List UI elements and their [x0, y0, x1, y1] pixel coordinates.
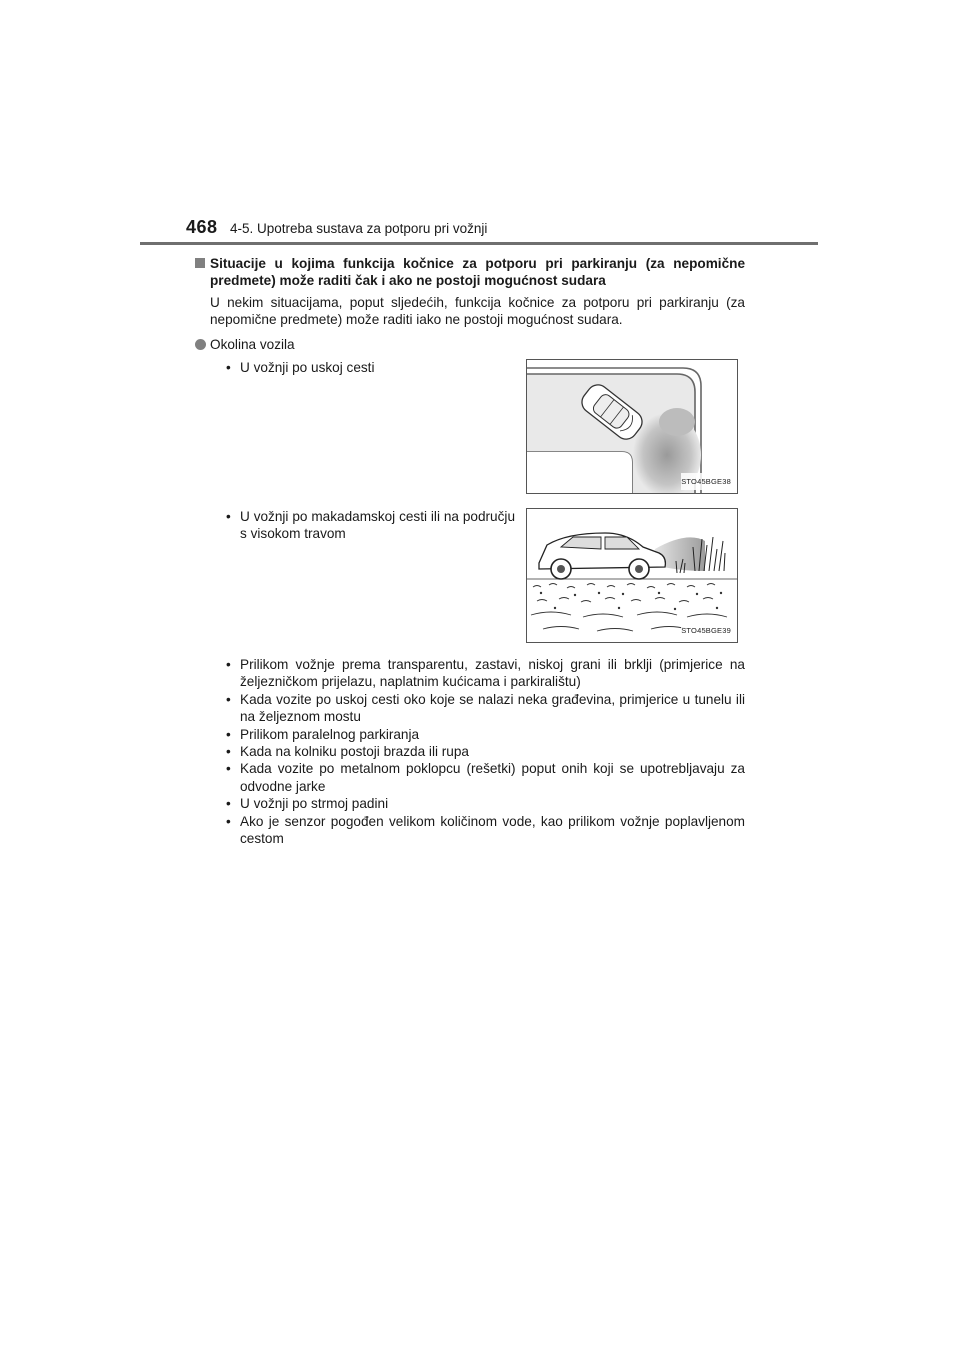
main-content: [210, 255, 745, 848]
list-item: [226, 795, 745, 812]
list-item: [226, 726, 745, 743]
list-item: [226, 760, 745, 795]
list-item-text: Kada vozite po metalnom poklopcu (rešetki) poput onih koji se upotrebljavaju za odvodne jarke: [240, 761, 745, 794]
sub-heading: [210, 336, 745, 353]
list-item-text: Prilikom vožnje prema transparentu, zastavi, niskoj grani ili brklji (primjerice na željezničkom prijelazu, naplatnim kućicama i parkiralištu): [240, 657, 745, 690]
list-item-text: Prilikom paralelnog parkiranja: [240, 726, 420, 742]
figure-code: STO45BGE39: [681, 622, 731, 639]
section-title: 4-5. Upotreba sustava za potporu pri vožnji: [230, 221, 488, 236]
narrow-road-illustration: [526, 359, 738, 494]
list-item: [226, 691, 745, 726]
situation-list: [210, 656, 745, 847]
bullet-dot: •: [226, 657, 231, 673]
list-item-text: Ako je senzor pogođen velikom količinom vode, kao prilikom vožnje poplavljenom cestom: [240, 813, 745, 847]
section-heading: [210, 255, 745, 290]
list-item-text: U vožnji po strmoj padini: [240, 796, 389, 812]
list-item-text: U vožnji po makadamskoj cesti ili na području s visokom travom: [240, 509, 515, 542]
bullet-dot: •: [226, 813, 231, 829]
circle-bullet-icon: [195, 339, 206, 350]
page-number: 468: [186, 217, 218, 237]
intro-paragraph: U nekim situacijama, poput sljedećih, funkcija kočnice za potporu pri parkiranju (za nepomične predmete) može raditi iako ne postoji mogućnost sudara.: [210, 294, 745, 328]
header-divider: [140, 242, 818, 245]
list-item: [226, 656, 745, 691]
bullet-dot: •: [226, 691, 231, 707]
list-item: [226, 813, 745, 848]
list-item: [226, 359, 515, 376]
sub-heading-text: Okolina vozila: [210, 336, 295, 352]
bullet-dot: •: [226, 761, 231, 777]
list-item-text: Kada vozite po uskoj cesti oko koje se nalazi neka građevina, primjerice u tunelu ili na željeznom mostu: [240, 691, 745, 725]
figure-row: [210, 359, 745, 499]
list-item-text: U vožnji po uskoj cesti: [240, 360, 375, 376]
square-bullet-icon: [195, 258, 205, 268]
list-item: [226, 743, 745, 760]
bullet-dot: •: [226, 744, 231, 760]
bullet-dot: •: [226, 509, 231, 525]
figure-code: STO45BGE38: [681, 473, 731, 490]
bullet-dot: •: [226, 360, 231, 376]
list-item: [226, 508, 515, 543]
bullet-dot: •: [226, 796, 231, 812]
gravel-road-illustration: [526, 508, 738, 643]
figure-row: [210, 508, 745, 648]
heading-text: Situacije u kojima funkcija kočnice za potporu pri parkiranju (za nepomične predmete) može raditi čak i ako ne postoji mogućnost sudara: [210, 256, 745, 289]
list-item-text: Kada na kolniku postoji brazda ili rupa: [240, 744, 469, 760]
bullet-dot: •: [226, 726, 231, 742]
